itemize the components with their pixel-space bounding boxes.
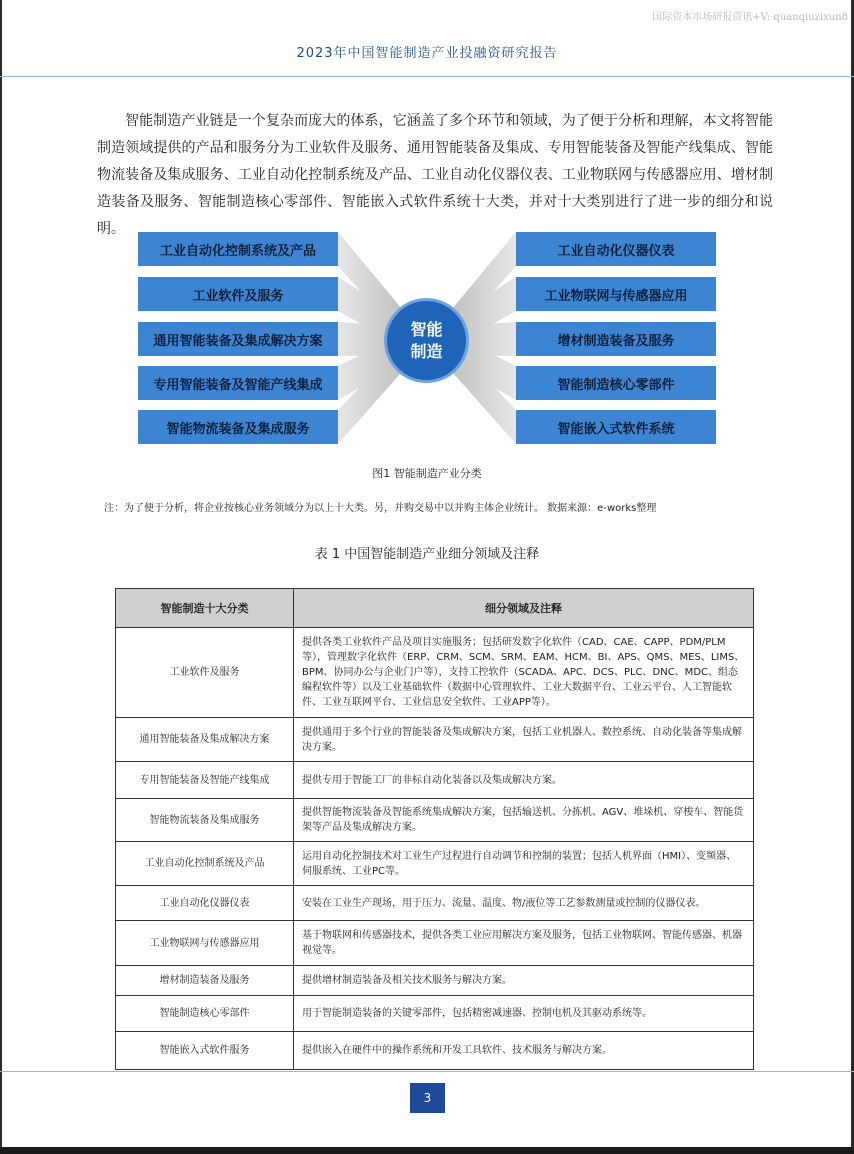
- category-pill-left-4: 专用智能装备及智能产线集成: [138, 366, 338, 400]
- table-row: [116, 921, 754, 966]
- classification-table: [115, 588, 754, 1070]
- table-cell-category: 智能物流装备及集成服务: [116, 799, 294, 842]
- table-cell-category: 工业软件及服务: [116, 628, 294, 718]
- table-cell-category: 工业物联网与传感器应用: [116, 921, 294, 966]
- table-cell-category: 智能制造核心零部件: [116, 996, 294, 1032]
- table-row: [116, 966, 754, 996]
- footer-divider: [0, 1071, 854, 1072]
- figure-note: 注：为了便于分析，将企业按核心业务领域分为以上十大类。另，并购交易中以并购主体企业统计。 数据来源：e-works整理: [104, 503, 657, 514]
- figure-caption: 图1 智能制造产业分类: [372, 467, 482, 480]
- table-cell-description: 用于智能制造装备的关键零部件，包括精密减速器、控制电机及其驱动系统等。: [294, 996, 754, 1032]
- table-cell-description: 基于物联网和传感器技术，提供各类工业应用解决方案及服务，包括工业物联网、智能传感器、机器视觉等。: [294, 921, 754, 966]
- table-row: [116, 718, 754, 762]
- table-row: [116, 1032, 754, 1070]
- header-divider: [0, 76, 854, 77]
- table-cell-category: 通用智能装备及集成解决方案: [116, 718, 294, 762]
- table-header-description: 细分领域及注释: [294, 589, 754, 628]
- left-border: [0, 0, 2, 1147]
- category-pill-left-3: 通用智能装备及集成解决方案: [138, 322, 338, 356]
- category-pill-left-2: 工业软件及服务: [138, 277, 338, 311]
- intro-paragraph: 智能制造产业链是一个复杂而庞大的体系，它涵盖了多个环节和领域，为了便于分析和理解，本文将智能制造领域提供的产品和服务分为工业软件及服务、通用智能装备及集成、专用智能装备及智能产线集成、智能物流装备及集成服务、工业自动化控制系统及产品、工业自动化仪器仪表、工业物联网与传感器应用、增材制造装备及服务、智能制造核心零部件、智能嵌入式软件系统十大类，并对十大类别进行了进一步的细分和说明。: [97, 113, 773, 237]
- table-cell-category: 工业自动化控制系统及产品: [116, 842, 294, 886]
- table-cell-category: 增材制造装备及服务: [116, 966, 294, 996]
- hub-label-line2: 制造: [410, 341, 443, 361]
- table-row: [116, 996, 754, 1032]
- table-cell-category: 智能嵌入式软件服务: [116, 1032, 294, 1070]
- table-header-category: 智能制造十大分类: [116, 589, 294, 628]
- table-cell-description: 提供增材制造装备及相关技术服务与解决方案。: [294, 966, 754, 996]
- table-cell-description: 运用自动化控制技术对工业生产过程进行自动调节和控制的装置；包括人机界面（HMI）、变频器、伺服系统、工业PC等。: [294, 842, 754, 886]
- category-pill-right-1: 工业自动化仪器仪表: [516, 232, 716, 266]
- table-cell-description: 提供专用于智能工厂的非标自动化装备以及集成解决方案。: [294, 762, 754, 799]
- category-pill-right-3: 增材制造装备及服务: [516, 322, 716, 356]
- page-number: 3: [410, 1083, 445, 1113]
- table-row: [116, 886, 754, 921]
- category-pill-right-2: 工业物联网与传感器应用: [516, 277, 716, 311]
- table-cell-category: 专用智能装备及智能产线集成: [116, 762, 294, 799]
- diagram-hub: [387, 301, 466, 380]
- table-header-row: [116, 589, 754, 628]
- table-cell-description: 提供各类工业软件产品及项目实施服务；包括研发数字化软件（CAD、CAE、CAPP、PDM/PLM等），管理数字化软件（ERP、CRM、SCM、SRM、EAM、HCM、BI、APS、QMS、MES、LIMS、BPM、协同办公与企业门户等），支持工控软件（SCADA、APC、DCS、PLC、DNC、MDC、组态编程软件等）以及工业基础软件（数据中心管理软件、工业大数据平台、工业云平台、人工智能软件、工业互联网平台、工业信息安全软件、工业APP等）。: [294, 628, 754, 718]
- report-header-title: 2023年中国智能制造产业投融资研究报告: [296, 46, 558, 61]
- watermark-text: 国际资本市场研报资讯+V: quanqiuzixun8: [652, 12, 848, 23]
- table-title: 表 1 中国智能制造产业细分领域及注释: [314, 547, 540, 562]
- category-pill-right-5: 智能嵌入式软件系统: [516, 410, 716, 444]
- category-pill-left-1: 工业自动化控制系统及产品: [138, 232, 338, 266]
- table-row: [116, 628, 754, 718]
- table-cell-category: 工业自动化仪器仪表: [116, 886, 294, 921]
- table-cell-description: 安装在工业生产现场，用于压力、流量、温度、物/液位等工艺参数测量或控制的仪器仪表。: [294, 886, 754, 921]
- table-cell-description: 提供智能物流装备及智能系统集成解决方案，包括输送机、分拣机、AGV、堆垛机、穿梭车、智能货架等产品及集成解决方案。: [294, 799, 754, 842]
- table-row: [116, 762, 754, 799]
- hub-label-line1: 智能: [410, 319, 443, 339]
- table-cell-description: 提供嵌入在硬件中的操作系统和开发工具软件、技术服务与解决方案。: [294, 1032, 754, 1070]
- category-pill-left-5: 智能物流装备及集成服务: [138, 410, 338, 444]
- table-row: [116, 799, 754, 842]
- category-pill-right-4: 智能制造核心零部件: [516, 366, 716, 400]
- industry-classification-diagram: [138, 228, 718, 446]
- table-cell-description: 提供通用于多个行业的智能装备及集成解决方案，包括工业机器人、数控系统、自动化装备等集成解决方案。: [294, 718, 754, 762]
- table-row: [116, 842, 754, 886]
